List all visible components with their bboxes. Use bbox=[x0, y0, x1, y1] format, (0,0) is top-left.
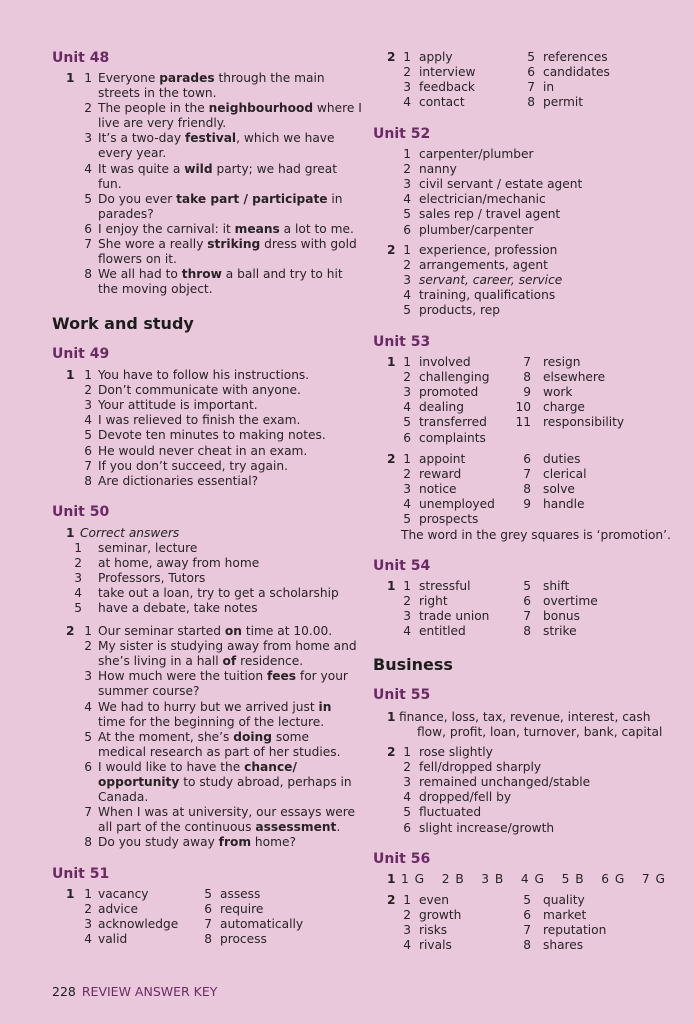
item-number: 11 bbox=[515, 415, 531, 430]
item-number: 1 bbox=[403, 50, 411, 64]
u49-item-number: 6 bbox=[84, 443, 92, 458]
u52-item-number: 2 bbox=[403, 258, 411, 273]
list-item: products, rep bbox=[419, 303, 500, 318]
u48-item-number: 1 bbox=[84, 71, 92, 85]
u52-item-number: 4 bbox=[403, 288, 411, 303]
list-item: rose slightly bbox=[419, 745, 493, 759]
list-item: interview bbox=[419, 65, 476, 80]
item-number: 3 bbox=[403, 482, 411, 497]
list-item: I enjoy the carnival: it means a lot to me. bbox=[98, 222, 354, 236]
list-item: bonus bbox=[543, 609, 580, 624]
list-item: It was quite a wild party; we had great fun. bbox=[98, 161, 338, 191]
list-item: in bbox=[543, 80, 555, 95]
list-item: involved bbox=[419, 355, 471, 369]
list-item: automatically bbox=[220, 917, 304, 932]
u55-item-number: 6 bbox=[403, 820, 411, 835]
unit-54-title: Unit 54 bbox=[373, 558, 431, 574]
list-item: Professors, Tutors bbox=[98, 571, 206, 586]
u48-item-number: 4 bbox=[84, 161, 92, 176]
item-number: 2 bbox=[403, 467, 411, 482]
list-item: I would like to have the chance/ opportunity to study abroad, perhaps in Canada. bbox=[98, 759, 352, 805]
list-item: rivals bbox=[419, 938, 452, 953]
item-number: 2 bbox=[403, 65, 411, 80]
list-item: notice bbox=[419, 482, 457, 497]
item-number: 8 bbox=[523, 482, 531, 497]
list-item: Do you study away from home? bbox=[98, 835, 296, 850]
item-number: 3 bbox=[403, 923, 411, 938]
list-item: remained unchanged/stable bbox=[419, 775, 591, 790]
item-number: 2 bbox=[403, 908, 411, 923]
u49-item-number: 8 bbox=[84, 473, 92, 488]
footer-label: REVIEW ANSWER KEY bbox=[81, 984, 218, 999]
list-item: When I was at university, our essays were all part of the continuous assessment. bbox=[98, 805, 356, 835]
item-number: 5 bbox=[523, 893, 531, 907]
list-item: plumber/carpenter bbox=[419, 222, 534, 237]
list-item: Are dictionaries essential? bbox=[98, 473, 259, 488]
item-number: 7 bbox=[523, 467, 531, 482]
list-item: Your attitude is important. bbox=[98, 398, 258, 413]
list-item: electrician/mechanic bbox=[419, 192, 546, 207]
u51b-exercise-number: 2 bbox=[387, 50, 396, 64]
page-number: 228 bbox=[52, 984, 76, 999]
u50-item-number: 4 bbox=[74, 586, 82, 601]
u50-correct-answers: Correct answers bbox=[80, 526, 180, 540]
list-item: vacancy bbox=[98, 887, 149, 901]
unit-48-title: Unit 48 bbox=[52, 50, 110, 66]
list-item: process bbox=[220, 932, 267, 947]
list-item: market bbox=[543, 908, 587, 923]
item-number: 10 bbox=[515, 400, 531, 415]
u49-item-number: 1 bbox=[84, 368, 92, 382]
u50-item-number: 3 bbox=[74, 571, 82, 586]
item-number: 1 bbox=[403, 893, 411, 907]
u53-exercise-number: 2 bbox=[387, 452, 396, 466]
u50-item-number: 2 bbox=[84, 639, 92, 654]
u50-exercise-number: 2 bbox=[66, 624, 75, 638]
list-item: appoint bbox=[419, 452, 466, 466]
list-item: Everyone parades through the main streets in the town. bbox=[98, 71, 325, 101]
list-item: I was relieved to finish the exam. bbox=[98, 413, 301, 428]
item-number: 6 bbox=[523, 908, 531, 923]
unit-52-title: Unit 52 bbox=[373, 126, 431, 142]
unit-56-title: Unit 56 bbox=[373, 851, 431, 867]
u51-exercise-number: 1 bbox=[66, 887, 75, 901]
item-number: 4 bbox=[403, 400, 411, 415]
u50-item-number: 3 bbox=[84, 669, 92, 684]
u50-item-number: 6 bbox=[84, 759, 92, 774]
list-item: unemployed bbox=[419, 497, 495, 512]
list-item: dealing bbox=[419, 400, 464, 415]
list-item: shares bbox=[543, 938, 584, 953]
u56-exercise-number: 1 bbox=[387, 872, 396, 886]
unit-55-title: Unit 55 bbox=[373, 687, 431, 703]
u50-item-number: 2 bbox=[74, 556, 82, 571]
list-item: fluctuated bbox=[419, 805, 482, 820]
u49-item-number: 7 bbox=[84, 458, 92, 473]
item-number: 7 bbox=[523, 609, 531, 624]
list-item: challenging bbox=[419, 370, 490, 385]
list-item: advice bbox=[98, 902, 139, 917]
u53-exercise-number: 1 bbox=[387, 355, 396, 369]
list-item: arrangements, agent bbox=[419, 258, 548, 273]
list-item: promoted bbox=[419, 385, 479, 400]
list-item: overtime bbox=[543, 594, 598, 609]
list-item: You have to follow his instructions. bbox=[98, 368, 310, 382]
list-item: assess bbox=[220, 887, 261, 901]
list-item: fell/dropped sharply bbox=[419, 760, 542, 775]
u49-item-number: 5 bbox=[84, 428, 92, 443]
u55-item-number: 2 bbox=[403, 760, 411, 775]
list-item: clerical bbox=[543, 467, 587, 482]
list-item: We had to hurry but we arrived just in time for the beginning of the lecture. bbox=[98, 699, 332, 729]
u55-item-number: 1 bbox=[403, 745, 411, 759]
item-number: 6 bbox=[523, 594, 531, 609]
u48-item-number: 6 bbox=[84, 222, 92, 236]
u49-item-number: 4 bbox=[84, 413, 92, 428]
item-number: 9 bbox=[523, 385, 531, 400]
u52-item-number: 5 bbox=[403, 303, 411, 318]
u48-exercise-number: 1 bbox=[66, 71, 75, 85]
list-item: contact bbox=[419, 95, 465, 110]
list-item: elsewhere bbox=[543, 370, 606, 385]
item-number: 4 bbox=[403, 497, 411, 512]
list-item: candidates bbox=[543, 65, 610, 80]
item-number: 2 bbox=[403, 594, 411, 609]
u50-item-number: 4 bbox=[84, 699, 92, 714]
page-footer bbox=[52, 984, 217, 999]
u52-item-number: 5 bbox=[403, 207, 411, 222]
u56-exercise-1-text: 1 G 2 B 3 B 4 G 5 B 6 G 7 G bbox=[401, 872, 665, 886]
list-item: She wore a really striking dress with gold flowers on it. bbox=[98, 237, 357, 267]
u55-exercise-1-text: finance, loss, tax, revenue, interest, cash flow, profit, loan, turnover, bank, capital bbox=[399, 710, 663, 740]
u49-item-number: 2 bbox=[84, 383, 92, 398]
unit-50-title: Unit 50 bbox=[52, 504, 110, 520]
list-item: reward bbox=[419, 467, 462, 482]
list-item: Devote ten minutes to making notes. bbox=[98, 428, 326, 443]
list-item: seminar, lecture bbox=[98, 541, 198, 555]
unit-51-title: Unit 51 bbox=[52, 866, 110, 882]
list-item: acknowledge bbox=[98, 917, 179, 932]
unit-53-note: The word in the grey squares is ‘promotion’. bbox=[401, 528, 671, 542]
list-item: feedback bbox=[419, 80, 475, 95]
u55-exercise-number: 2 bbox=[387, 745, 396, 759]
item-number: 9 bbox=[523, 497, 531, 512]
list-item: My sister is studying away from home and she’s living in a hall of residence. bbox=[98, 639, 357, 669]
list-item: charge bbox=[543, 400, 585, 415]
item-number: 1 bbox=[84, 887, 92, 901]
u48-item-number: 7 bbox=[84, 237, 92, 252]
list-item: have a debate, take notes bbox=[98, 601, 258, 616]
list-item: references bbox=[543, 50, 608, 64]
list-item: require bbox=[220, 902, 264, 917]
u50-item-number: 1 bbox=[84, 624, 92, 638]
list-item: Our seminar started on time at 10.00. bbox=[98, 624, 333, 638]
u52-item-number: 6 bbox=[403, 222, 411, 237]
list-item: prospects bbox=[419, 512, 479, 527]
item-number: 1 bbox=[403, 452, 411, 466]
item-number: 7 bbox=[527, 80, 535, 95]
u52-item-number: 1 bbox=[403, 243, 411, 257]
list-item: complaints bbox=[419, 430, 486, 445]
list-item: at home, away from home bbox=[98, 556, 260, 571]
item-number: 5 bbox=[403, 512, 411, 527]
list-item: sales rep / travel agent bbox=[419, 207, 561, 222]
unit-49-title: Unit 49 bbox=[52, 346, 110, 362]
item-number: 7 bbox=[523, 355, 531, 369]
item-number: 8 bbox=[523, 370, 531, 385]
u55-item-number: 3 bbox=[403, 775, 411, 790]
list-item: trade union bbox=[419, 609, 490, 624]
item-number: 6 bbox=[204, 902, 212, 917]
list-item: civil servant / estate agent bbox=[419, 177, 583, 192]
list-item: even bbox=[419, 893, 449, 907]
list-item: take out a loan, try to get a scholarship bbox=[98, 586, 339, 601]
list-item: valid bbox=[98, 932, 128, 947]
list-item: right bbox=[419, 594, 448, 609]
u50-item-number: 5 bbox=[84, 729, 92, 744]
list-item: quality bbox=[543, 893, 585, 907]
list-item: carpenter/plumber bbox=[419, 147, 534, 161]
item-number: 8 bbox=[204, 932, 212, 947]
item-number: 8 bbox=[527, 95, 535, 110]
item-number: 2 bbox=[403, 370, 411, 385]
list-item: permit bbox=[543, 95, 584, 110]
u52-item-number: 3 bbox=[403, 273, 411, 288]
list-item: It’s a two-day festival, which we have every year. bbox=[98, 131, 335, 161]
list-item: The people in the neighbourhood where I live are very friendly. bbox=[98, 101, 362, 131]
list-item: At the moment, she’s doing some medical research as part of her studies. bbox=[98, 729, 341, 759]
list-item: growth bbox=[419, 908, 462, 923]
list-item: stressful bbox=[419, 579, 471, 593]
item-number: 4 bbox=[403, 95, 411, 110]
item-number: 8 bbox=[523, 938, 531, 953]
item-number: 6 bbox=[527, 65, 535, 80]
u50-item-number: 7 bbox=[84, 805, 92, 820]
item-number: 7 bbox=[523, 923, 531, 938]
list-item: training, qualifications bbox=[419, 288, 556, 303]
u49-item-number: 3 bbox=[84, 398, 92, 413]
section-business: Business bbox=[373, 655, 453, 674]
item-number: 1 bbox=[403, 579, 411, 593]
item-number: 4 bbox=[403, 938, 411, 953]
list-item: work bbox=[543, 385, 573, 400]
list-item: reputation bbox=[543, 923, 607, 938]
u52-item-number: 1 bbox=[403, 147, 411, 161]
u50-item-number: 1 bbox=[74, 541, 82, 555]
item-number: 5 bbox=[403, 415, 411, 430]
item-number: 5 bbox=[523, 579, 531, 593]
list-item: He would never cheat in an exam. bbox=[98, 443, 308, 458]
u55-item-number: 4 bbox=[403, 790, 411, 805]
list-item: servant, career, service bbox=[419, 273, 563, 288]
u50-item-number: 5 bbox=[74, 601, 82, 616]
list-item: nanny bbox=[419, 162, 457, 177]
u52-item-number: 4 bbox=[403, 192, 411, 207]
list-item: How much were the tuition fees for your summer course? bbox=[98, 669, 348, 699]
item-number: 6 bbox=[403, 430, 411, 445]
list-item: risks bbox=[419, 923, 448, 938]
list-item: solve bbox=[543, 482, 575, 497]
item-number: 3 bbox=[84, 917, 92, 932]
u49-exercise-number: 1 bbox=[66, 368, 75, 382]
item-number: 8 bbox=[523, 624, 531, 639]
list-item: strike bbox=[543, 624, 577, 639]
list-item: We all had to throw a ball and try to hit the moving object. bbox=[98, 267, 343, 297]
list-item: Don’t communicate with anyone. bbox=[98, 383, 301, 398]
list-item: entitled bbox=[419, 624, 466, 639]
item-number: 7 bbox=[204, 917, 212, 932]
list-item: resign bbox=[543, 355, 581, 369]
list-item: Do you ever take part / participate in parades? bbox=[98, 191, 343, 221]
u52-item-number: 2 bbox=[403, 162, 411, 177]
list-item: duties bbox=[543, 452, 581, 466]
list-item: dropped/fell by bbox=[419, 790, 512, 805]
list-item: transferred bbox=[419, 415, 487, 430]
item-number: 4 bbox=[84, 932, 92, 947]
list-item: handle bbox=[543, 497, 585, 512]
u56-exercise-number: 2 bbox=[387, 893, 396, 907]
item-number: 3 bbox=[403, 385, 411, 400]
item-number: 2 bbox=[84, 902, 92, 917]
u50-item-number: 8 bbox=[84, 835, 92, 850]
item-number: 4 bbox=[403, 624, 411, 639]
list-item: shift bbox=[543, 579, 570, 593]
u48-item-number: 5 bbox=[84, 191, 92, 206]
item-number: 3 bbox=[403, 80, 411, 95]
item-number: 6 bbox=[523, 452, 531, 466]
list-item: slight increase/growth bbox=[419, 820, 555, 835]
unit-53-title: Unit 53 bbox=[373, 334, 431, 350]
u48-item-number: 3 bbox=[84, 131, 92, 146]
item-number: 5 bbox=[527, 50, 535, 64]
section-work-and-study: Work and study bbox=[52, 314, 194, 333]
list-item: apply bbox=[419, 50, 453, 64]
list-item: responsibility bbox=[543, 415, 625, 430]
u48-item-number: 8 bbox=[84, 267, 92, 282]
item-number: 3 bbox=[403, 609, 411, 624]
u52-item-number: 3 bbox=[403, 177, 411, 192]
u50-exercise-number: 1 bbox=[66, 526, 75, 540]
item-number: 5 bbox=[204, 887, 212, 901]
u55-exercise-number: 1 bbox=[387, 710, 396, 724]
list-item: If you don’t succeed, try again. bbox=[98, 458, 288, 473]
u55-item-number: 5 bbox=[403, 805, 411, 820]
item-number: 1 bbox=[403, 355, 411, 369]
u54-exercise-number: 1 bbox=[387, 579, 396, 593]
u52-exercise-number: 2 bbox=[387, 243, 396, 257]
list-item: experience, profession bbox=[419, 243, 558, 257]
u48-item-number: 2 bbox=[84, 101, 92, 116]
